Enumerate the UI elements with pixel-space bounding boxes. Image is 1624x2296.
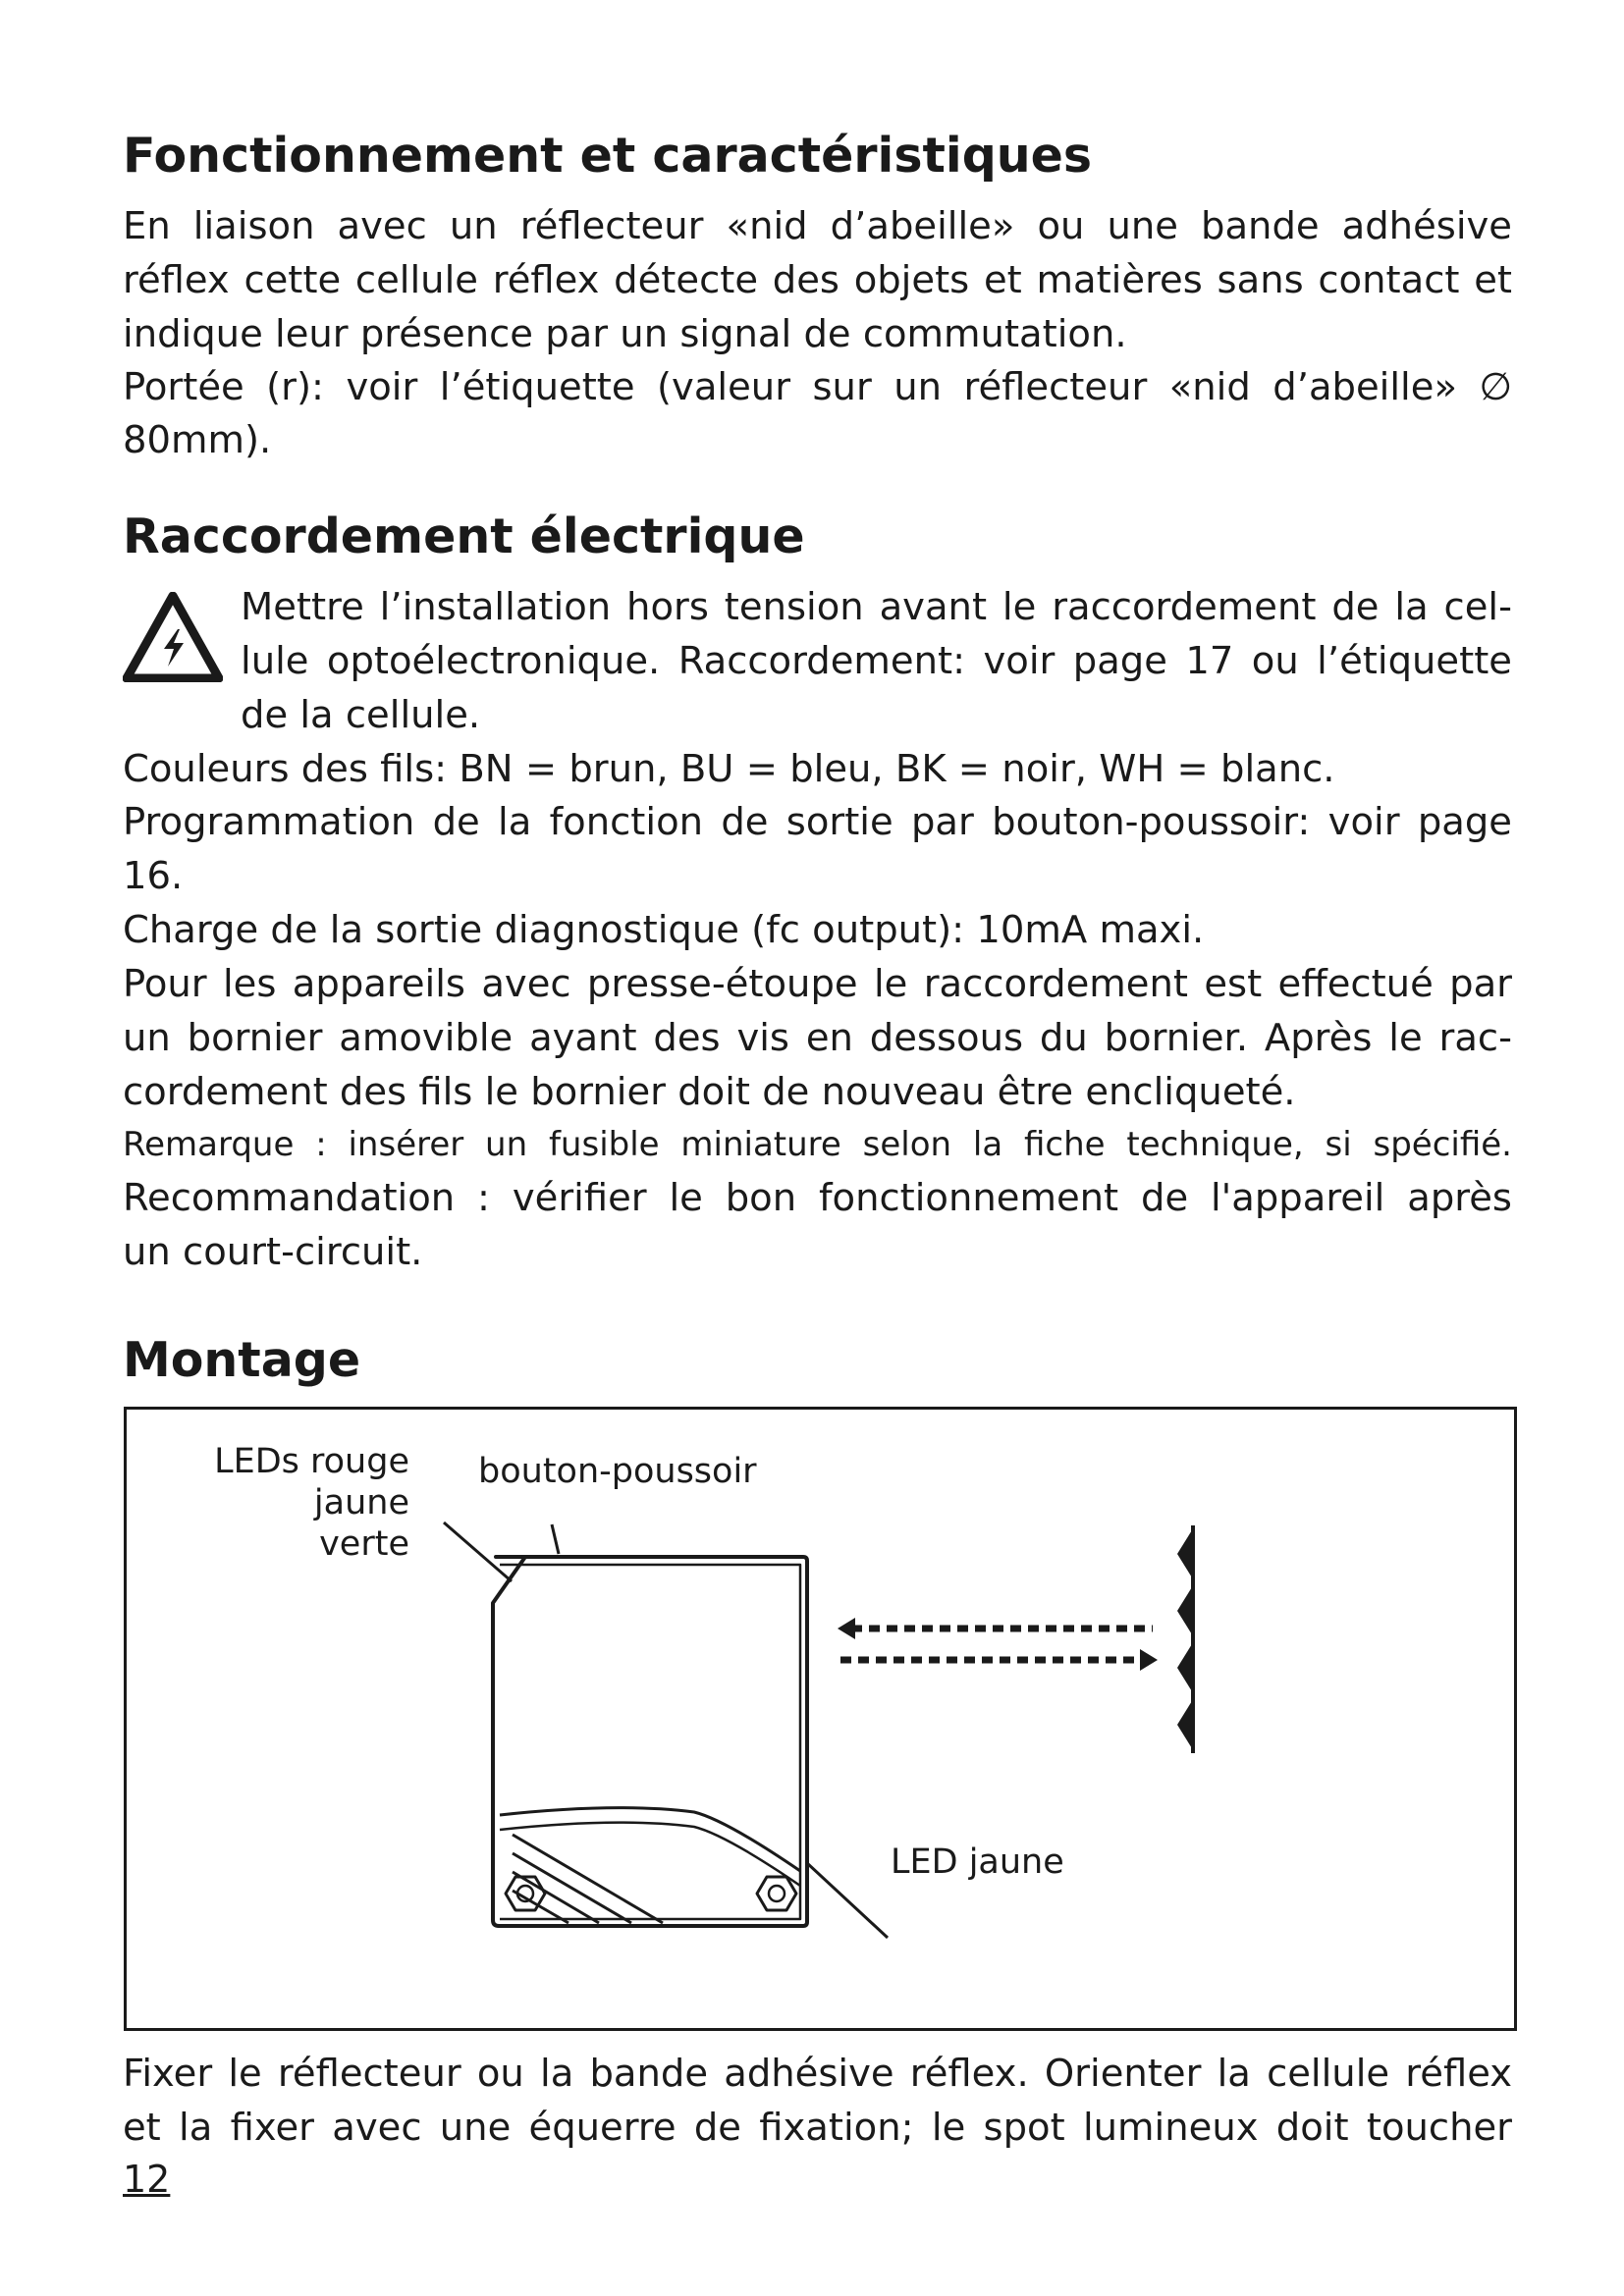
warning-line: lule optoélectronique. Raccordement: voir page 17 ou l’étiquette <box>241 639 1512 683</box>
sensor-body <box>493 1557 807 1926</box>
mounting-figure <box>124 1407 1517 2031</box>
paragraph-line: Charge de la sortie diagnostique (fc output): 10mA maxi. <box>123 908 1205 952</box>
warning-line: de la cellule. <box>241 693 481 737</box>
paragraph-line: 16. <box>123 854 184 898</box>
figure-label-push-button: bouton-poussoir <box>478 1452 757 1491</box>
section-heading-mounting: Montage <box>123 1332 361 1388</box>
section-heading-electrical: Raccordement électrique <box>123 508 805 564</box>
page-number: 12 <box>123 2158 171 2201</box>
paragraph-line: Pour les appareils avec presse-étoupe le raccordement est effectué par <box>123 962 1512 1006</box>
paragraph-line: un court-circuit. <box>123 1230 423 1274</box>
sensor-diagram <box>127 1410 1514 2028</box>
warning-line: Mettre l’installation hors tension avant le raccordement de la cel- <box>241 585 1512 629</box>
high-voltage-warning-icon <box>123 592 223 682</box>
paragraph-line: Fixer le réflecteur ou la bande adhésive réflex. Orienter la cellule réflex <box>123 2052 1512 2096</box>
paragraph-line: Couleurs des fils: BN = brun, BU = bleu, BK = noir, WH = blanc. <box>123 747 1335 791</box>
paragraph-line: indique leur présence par un signal de commutation. <box>123 312 1127 356</box>
paragraph-line: En liaison avec un réflecteur «nid d’abeille» ou une bande adhésive <box>123 204 1512 248</box>
paragraph-line: et la fixer avec une équerre de fixation; le spot lumineux doit toucher <box>123 2106 1512 2150</box>
paragraph-line: Recommandation : vérifier le bon fonctionnement de l'appareil après <box>123 1176 1512 1220</box>
figure-label-leds: LEDs rouge jaune verte <box>214 1442 409 1564</box>
paragraph-line: cordement des fils le bornier doit de nouveau être encliqueté. <box>123 1070 1296 1114</box>
paragraph-line: Portée (r): voir l’étiquette (valeur sur un réflecteur «nid d’abeille» ∅ <box>123 365 1512 409</box>
figure-label-led-yellow: LED jaune <box>891 1842 1064 1882</box>
light-beam-arrows <box>838 1618 1158 1671</box>
hex-nut-left <box>506 1877 545 1910</box>
paragraph-line: réflex cette cellule réflex détecte des objets et matières sans contact et <box>123 258 1512 302</box>
hex-nut-right <box>757 1877 796 1910</box>
reflector-icon <box>1177 1525 1195 1753</box>
leader-line-button <box>552 1524 559 1554</box>
note-line: Remarque : insérer un fusible miniature selon la fiche technique, si spécifié. <box>123 1125 1512 1164</box>
paragraph-line: un bornier amovible ayant des vis en dessous du bornier. Après le rac- <box>123 1016 1512 1060</box>
leader-line-leds <box>444 1522 512 1581</box>
leader-line-led-yellow <box>807 1863 888 1938</box>
section-heading-function: Fonctionnement et caractéristiques <box>123 128 1093 184</box>
paragraph-line: Programmation de la fonction de sortie par bouton-poussoir: voir page <box>123 800 1512 844</box>
paragraph-line: 80mm). <box>123 418 272 462</box>
